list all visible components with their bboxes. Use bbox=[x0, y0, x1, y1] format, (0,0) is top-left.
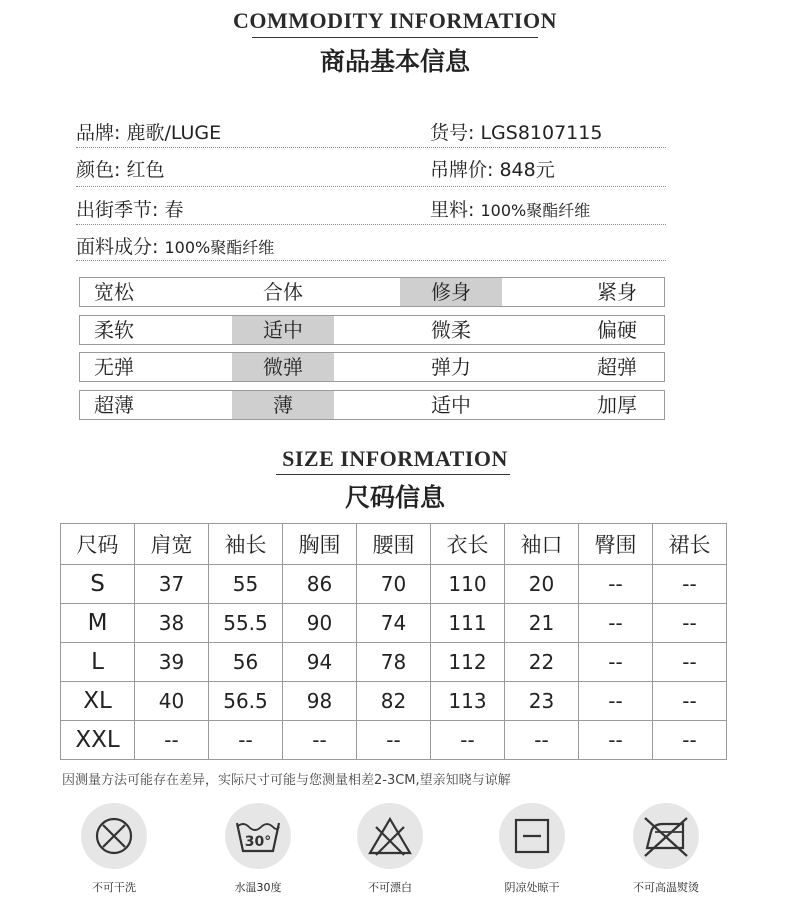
table-cell: -- bbox=[653, 604, 727, 643]
brand-label: 品牌: bbox=[76, 122, 121, 144]
lining-field bbox=[430, 195, 590, 222]
care-icon-circle bbox=[81, 803, 147, 869]
attribute-row bbox=[79, 352, 665, 382]
table-row bbox=[61, 565, 727, 604]
table-cell: 55.5 bbox=[209, 604, 283, 643]
size-label: L bbox=[61, 643, 135, 682]
table-cell: 111 bbox=[431, 604, 505, 643]
no-wash-icon bbox=[91, 813, 137, 859]
table-cell: -- bbox=[579, 682, 653, 721]
price-field bbox=[430, 155, 555, 182]
table-cell: -- bbox=[505, 721, 579, 760]
size-label: XL bbox=[61, 682, 135, 721]
care-icon-circle bbox=[499, 803, 565, 869]
info-divider bbox=[76, 260, 666, 261]
size-label: XXL bbox=[61, 721, 135, 760]
size-cn-title: 尺码信息 bbox=[344, 483, 445, 512]
fabric-value: 100%聚酯纤维 bbox=[164, 238, 275, 257]
table-cell: -- bbox=[135, 721, 209, 760]
size-en-title: SIZE INFORMATION bbox=[282, 446, 508, 471]
table-row bbox=[61, 721, 727, 760]
wash-30-icon bbox=[233, 813, 283, 859]
commodity-title-divider bbox=[252, 37, 538, 38]
care-item bbox=[54, 803, 174, 895]
attribute-option: 紧身 bbox=[597, 280, 637, 304]
attribute-row bbox=[79, 277, 665, 307]
attribute-option: 薄 bbox=[232, 391, 334, 419]
size-label: S bbox=[61, 565, 135, 604]
size-table bbox=[60, 523, 727, 760]
table-cell: 86 bbox=[283, 565, 357, 604]
column-header: 袖长 bbox=[209, 524, 283, 565]
care-label: 水温30度 bbox=[234, 881, 282, 894]
table-cell: 56 bbox=[209, 643, 283, 682]
column-header: 腰围 bbox=[357, 524, 431, 565]
care-icon-circle bbox=[357, 803, 423, 869]
table-cell: -- bbox=[209, 721, 283, 760]
table-cell: 78 bbox=[357, 643, 431, 682]
commodity-en-title: COMMODITY INFORMATION bbox=[233, 8, 557, 33]
table-cell: -- bbox=[431, 721, 505, 760]
column-header: 衣长 bbox=[431, 524, 505, 565]
table-cell: -- bbox=[653, 682, 727, 721]
column-header: 袖口 bbox=[505, 524, 579, 565]
lining-value: 100%聚酯纤维 bbox=[480, 201, 591, 220]
commodity-cn-title: 商品基本信息 bbox=[319, 47, 470, 76]
care-icon-circle bbox=[225, 803, 291, 869]
table-cell: 21 bbox=[505, 604, 579, 643]
brand-value: 鹿歌/LUGE bbox=[126, 122, 222, 144]
table-cell: 90 bbox=[283, 604, 357, 643]
table-cell: 113 bbox=[431, 682, 505, 721]
column-header: 肩宽 bbox=[135, 524, 209, 565]
table-cell: 23 bbox=[505, 682, 579, 721]
info-divider bbox=[76, 147, 666, 148]
table-cell: -- bbox=[579, 643, 653, 682]
attribute-option: 适中 bbox=[232, 316, 334, 344]
table-cell: 112 bbox=[431, 643, 505, 682]
price-label: 吊牌价: bbox=[430, 159, 494, 181]
color-field bbox=[76, 155, 164, 182]
info-divider bbox=[76, 186, 666, 187]
fabric-label: 面料成分: bbox=[76, 236, 159, 258]
table-row bbox=[61, 682, 727, 721]
attribute-option: 超弹 bbox=[597, 355, 637, 379]
attribute-option: 修身 bbox=[400, 278, 502, 306]
attribute-option: 偏硬 bbox=[597, 318, 637, 342]
shade-dry-icon bbox=[509, 813, 555, 859]
attribute-option: 微弹 bbox=[232, 353, 334, 381]
table-cell: -- bbox=[579, 604, 653, 643]
attribute-option: 合体 bbox=[263, 280, 303, 304]
attribute-option: 柔软 bbox=[94, 318, 134, 342]
attribute-option: 弹力 bbox=[431, 355, 471, 379]
care-item bbox=[606, 803, 726, 895]
wash-temp-text: 30° bbox=[244, 834, 272, 850]
table-cell: 98 bbox=[283, 682, 357, 721]
color-label: 颜色: bbox=[76, 159, 121, 181]
season-field bbox=[76, 195, 183, 222]
table-cell: 56.5 bbox=[209, 682, 283, 721]
table-cell: 39 bbox=[135, 643, 209, 682]
table-cell: -- bbox=[653, 565, 727, 604]
care-icon-circle bbox=[633, 803, 699, 869]
size-label: M bbox=[61, 604, 135, 643]
table-cell: 37 bbox=[135, 565, 209, 604]
table-cell: -- bbox=[283, 721, 357, 760]
item-no-label: 货号: bbox=[430, 122, 475, 144]
table-cell: 20 bbox=[505, 565, 579, 604]
care-item bbox=[472, 803, 592, 895]
season-value: 春 bbox=[164, 199, 184, 221]
column-header: 裙长 bbox=[653, 524, 727, 565]
care-label: 不可高温熨烫 bbox=[633, 881, 699, 894]
table-cell: -- bbox=[653, 643, 727, 682]
table-row bbox=[61, 643, 727, 682]
price-value: 848元 bbox=[499, 159, 555, 181]
table-cell: -- bbox=[357, 721, 431, 760]
table-cell: 110 bbox=[431, 565, 505, 604]
column-header: 臀围 bbox=[579, 524, 653, 565]
table-cell: 94 bbox=[283, 643, 357, 682]
season-label: 出街季节: bbox=[76, 199, 159, 221]
no-bleach-icon bbox=[366, 813, 414, 859]
size-title-divider bbox=[276, 474, 510, 475]
color-value: 红色 bbox=[126, 159, 165, 181]
size-table-header bbox=[61, 524, 727, 565]
brand-field bbox=[76, 118, 221, 145]
attribute-option: 微柔 bbox=[431, 318, 471, 342]
item-no-field bbox=[430, 118, 602, 145]
attribute-option: 无弹 bbox=[94, 355, 134, 379]
care-label: 不可干洗 bbox=[92, 881, 136, 894]
table-cell: 38 bbox=[135, 604, 209, 643]
table-cell: 40 bbox=[135, 682, 209, 721]
attribute-row bbox=[79, 315, 665, 345]
care-item bbox=[330, 803, 450, 895]
info-divider bbox=[76, 224, 666, 225]
table-cell: -- bbox=[579, 721, 653, 760]
table-cell: 82 bbox=[357, 682, 431, 721]
care-item bbox=[198, 803, 318, 895]
table-cell: 74 bbox=[357, 604, 431, 643]
table-cell: 22 bbox=[505, 643, 579, 682]
attribute-option: 宽松 bbox=[94, 280, 134, 304]
attribute-option: 超薄 bbox=[94, 393, 134, 417]
table-cell: 55 bbox=[209, 565, 283, 604]
care-label: 不可漂白 bbox=[368, 881, 412, 894]
item-no-value: LGS8107115 bbox=[480, 122, 603, 144]
table-cell: -- bbox=[653, 721, 727, 760]
measurement-note: 因测量方法可能存在差异，实际尺寸可能与您测量相差2-3CM,望亲知晓与谅解 bbox=[62, 773, 511, 788]
no-iron-icon bbox=[641, 814, 691, 858]
attribute-option: 加厚 bbox=[597, 393, 637, 417]
care-label: 阴凉处晾干 bbox=[504, 881, 560, 894]
table-row bbox=[61, 604, 727, 643]
attribute-row bbox=[79, 390, 665, 420]
table-cell: 70 bbox=[357, 565, 431, 604]
fabric-field bbox=[76, 232, 274, 259]
table-cell: -- bbox=[579, 565, 653, 604]
column-header: 胸围 bbox=[283, 524, 357, 565]
column-header: 尺码 bbox=[61, 524, 135, 565]
attribute-option: 适中 bbox=[431, 393, 471, 417]
lining-label: 里料: bbox=[430, 199, 475, 221]
